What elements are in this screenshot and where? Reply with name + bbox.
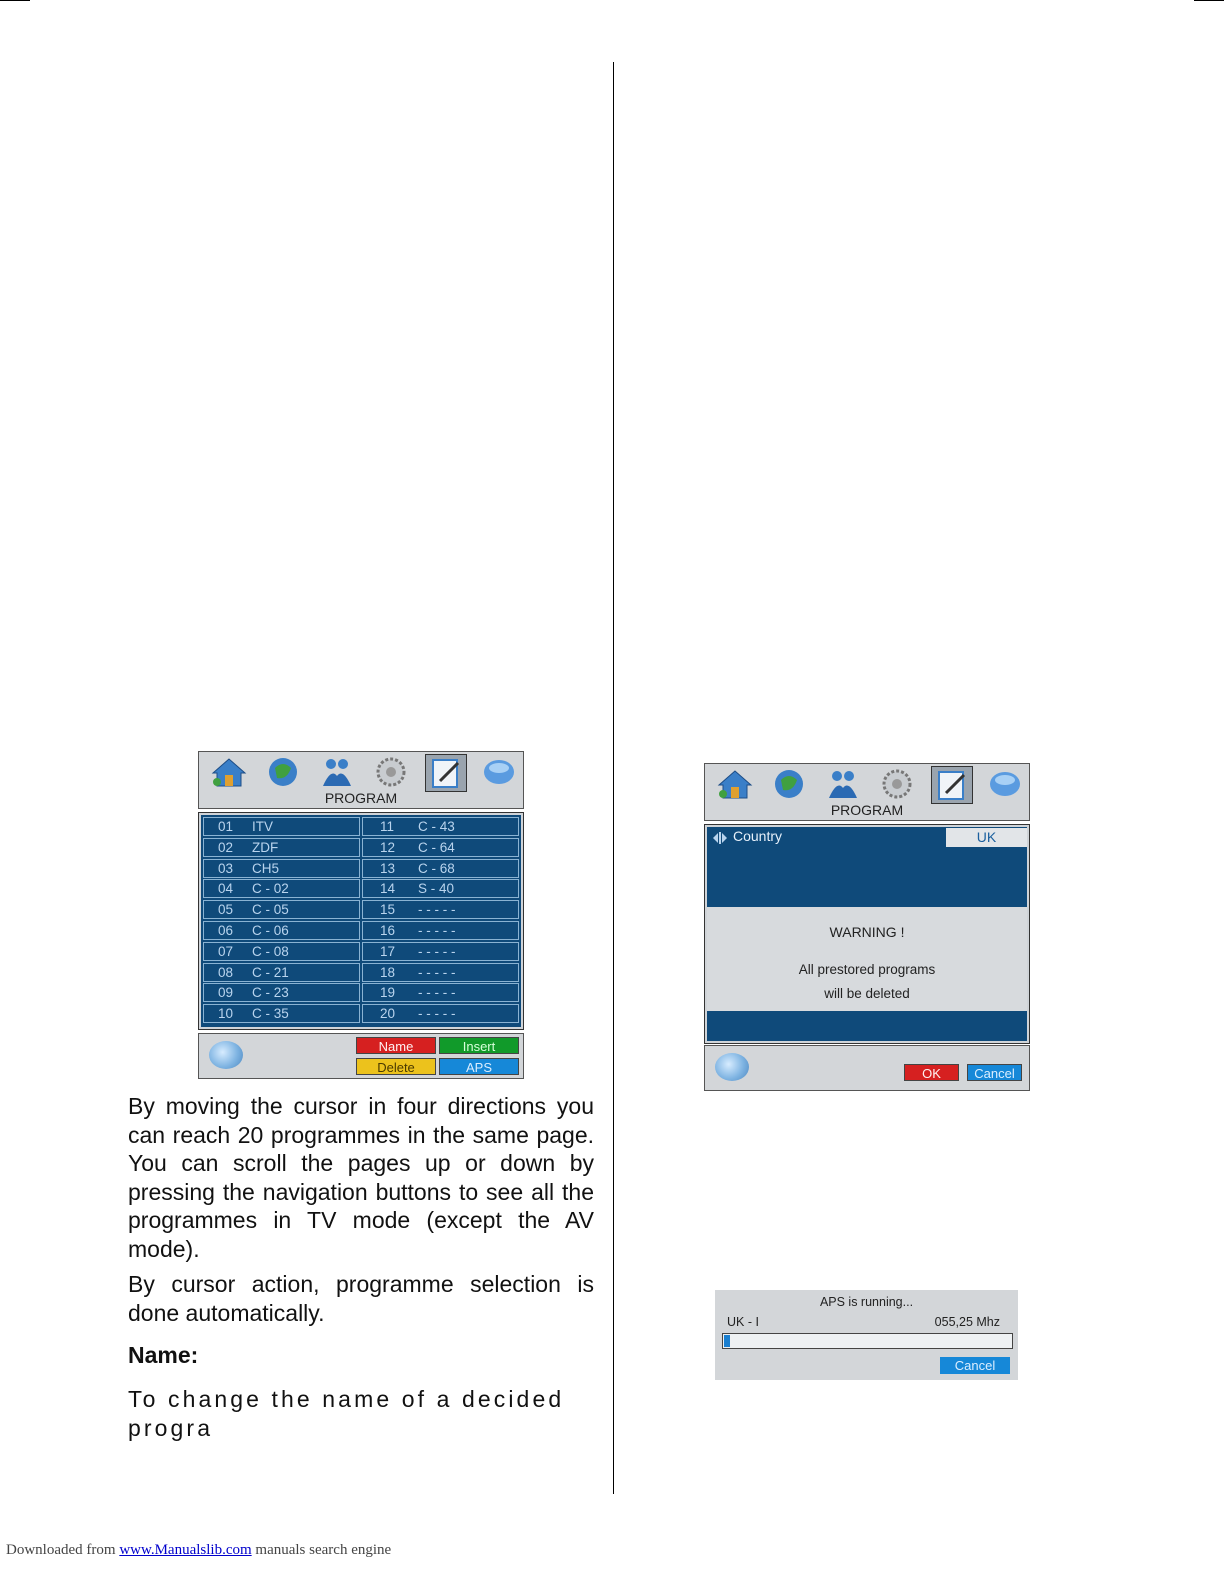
program-row-left[interactable] <box>203 983 360 1002</box>
program-row-left[interactable] <box>203 963 360 982</box>
program-row-left[interactable] <box>203 900 360 919</box>
program-name: - - - - - <box>418 923 456 938</box>
paragraph-navigation: By moving the cursor in four directions you can reach 20 programmes in the same page. You can scroll the pages up or down by pressing the navigation buttons to see all the programmes in TV mode (except the AV mode). <box>128 1093 594 1262</box>
program-name: C - 68 <box>418 860 455 876</box>
program-row-right[interactable] <box>362 879 519 898</box>
program-name: C - 23 <box>252 985 289 1001</box>
home-icon[interactable] <box>209 754 249 790</box>
delete-button[interactable]: Delete <box>356 1058 436 1075</box>
program-menu-title: PROGRAM <box>324 790 398 806</box>
program-number: 10 <box>218 1006 234 1022</box>
paragraph-name-line1: To change the name of a decided <box>128 1386 565 1412</box>
insert-button[interactable]: Insert <box>439 1037 519 1054</box>
program-number: 13 <box>380 860 396 876</box>
program-name: - - - - - <box>418 902 456 918</box>
crop-mark-right <box>1194 0 1224 1</box>
program-icon[interactable] <box>931 766 973 804</box>
picture-icon[interactable] <box>769 766 809 802</box>
program-menu-header <box>198 751 524 809</box>
ok-button[interactable]: OK <box>904 1064 959 1081</box>
program-name: - - - - - <box>418 1006 456 1022</box>
manualslib-link[interactable]: www.Manualslib.com <box>119 1542 252 1558</box>
country-value[interactable]: UK <box>946 828 1027 847</box>
program-row-right[interactable] <box>362 983 519 1002</box>
column-divider <box>613 62 614 1494</box>
program-name: CH5 <box>252 860 280 876</box>
program-row-left[interactable] <box>203 1004 360 1023</box>
program-row-right[interactable] <box>362 942 519 961</box>
program-number: 16 <box>380 923 396 938</box>
program-number: 07 <box>218 943 234 959</box>
program-number: 20 <box>380 1006 396 1022</box>
program-name: - - - - - <box>418 964 456 980</box>
country-label: Country <box>733 828 783 844</box>
features-icon[interactable] <box>985 766 1025 802</box>
program-row-right[interactable] <box>362 1004 519 1023</box>
program-row-left[interactable] <box>203 942 360 961</box>
aps-menu-footer <box>704 1045 1030 1091</box>
country-panel <box>705 825 1029 1043</box>
program-number: 04 <box>218 881 234 897</box>
program-number: 01 <box>218 819 234 834</box>
program-name: C - 05 <box>252 902 289 918</box>
program-number: 18 <box>380 964 396 980</box>
warning-line-2: will be deleted <box>824 986 910 1001</box>
program-number: 02 <box>218 839 234 855</box>
warning-title: WARNING ! <box>829 924 905 940</box>
name-button[interactable]: Name <box>356 1037 436 1054</box>
country-arrow-icon <box>712 830 728 846</box>
paragraph-name-line2: progra <box>128 1415 214 1441</box>
program-number: 08 <box>218 964 234 980</box>
aps-system-text: UK - I <box>727 1315 759 1329</box>
program-name: C - 21 <box>252 964 289 980</box>
program-row-left[interactable] <box>203 879 360 898</box>
aps-cancel-button[interactable]: Cancel <box>940 1357 1010 1374</box>
program-row-right[interactable] <box>362 963 519 982</box>
picture-icon[interactable] <box>263 754 303 790</box>
program-row-right[interactable] <box>362 817 519 836</box>
name-heading: Name: <box>128 1342 199 1368</box>
program-row-right[interactable] <box>362 859 519 878</box>
program-menu-footer <box>198 1033 524 1079</box>
warning-line-1: All prestored programs <box>798 962 936 977</box>
program-name: C - 64 <box>418 839 455 855</box>
program-number: 19 <box>380 985 396 1001</box>
program-number: 05 <box>218 902 234 918</box>
settings-icon[interactable] <box>371 754 411 790</box>
aps-progress-fill <box>724 1335 730 1347</box>
features-icon[interactable] <box>479 754 519 790</box>
sound-icon[interactable] <box>823 766 863 802</box>
program-number: 03 <box>218 860 234 876</box>
program-number: 14 <box>380 881 396 897</box>
program-name: ITV <box>252 819 274 834</box>
program-name: C - 06 <box>252 923 289 938</box>
paragraph-selection: By cursor action, programme selection is done automatically. <box>128 1271 594 1326</box>
program-row-right[interactable] <box>362 900 519 919</box>
program-row-right[interactable] <box>362 838 519 857</box>
program-number: 17 <box>380 943 396 959</box>
program-name: - - - - - <box>418 985 456 1001</box>
download-footer <box>6 1542 391 1559</box>
program-number: 15 <box>380 902 396 918</box>
program-name: C - 08 <box>252 943 289 959</box>
home-icon[interactable] <box>715 766 755 802</box>
program-name: - - - - - <box>418 943 456 959</box>
program-list-panel <box>199 813 523 1029</box>
aps-status-text: APS is running... <box>819 1295 914 1309</box>
program-row-right[interactable] <box>362 921 519 940</box>
aps-button[interactable]: APS <box>439 1058 519 1075</box>
program-name: C - 02 <box>252 881 289 897</box>
aps-progress-bar <box>722 1333 1013 1349</box>
crop-mark-left <box>0 0 30 1</box>
aps-menu-icon-row <box>709 766 1025 804</box>
program-name: C - 35 <box>252 1006 289 1022</box>
program-number: 12 <box>380 839 396 855</box>
globe-icon <box>209 1041 243 1069</box>
program-row-left[interactable] <box>203 859 360 878</box>
program-name: C - 43 <box>418 819 455 834</box>
settings-icon[interactable] <box>877 766 917 802</box>
cancel-button[interactable]: Cancel <box>967 1064 1022 1081</box>
program-icon[interactable] <box>425 754 467 792</box>
program-row-left[interactable] <box>203 921 360 940</box>
program-row-left[interactable] <box>203 838 360 857</box>
program-name: S - 40 <box>418 881 455 897</box>
aps-menu-header <box>704 763 1030 821</box>
program-row-left[interactable] <box>203 817 360 836</box>
footer-prefix: Downloaded from <box>6 1542 120 1558</box>
program-number: 09 <box>218 985 234 1001</box>
warning-box <box>707 907 1027 1011</box>
aps-frequency-text: 055,25 Mhz <box>934 1315 1000 1329</box>
program-number: 11 <box>380 819 395 834</box>
aps-running-dialog <box>715 1290 1018 1380</box>
program-number: 06 <box>218 923 234 938</box>
sound-icon[interactable] <box>317 754 357 790</box>
menu-icon-row <box>203 754 519 792</box>
aps-menu-title: PROGRAM <box>830 802 904 818</box>
globe-icon <box>715 1053 749 1081</box>
footer-suffix: manuals search engine <box>251 1542 392 1558</box>
program-name: ZDF <box>252 839 279 855</box>
